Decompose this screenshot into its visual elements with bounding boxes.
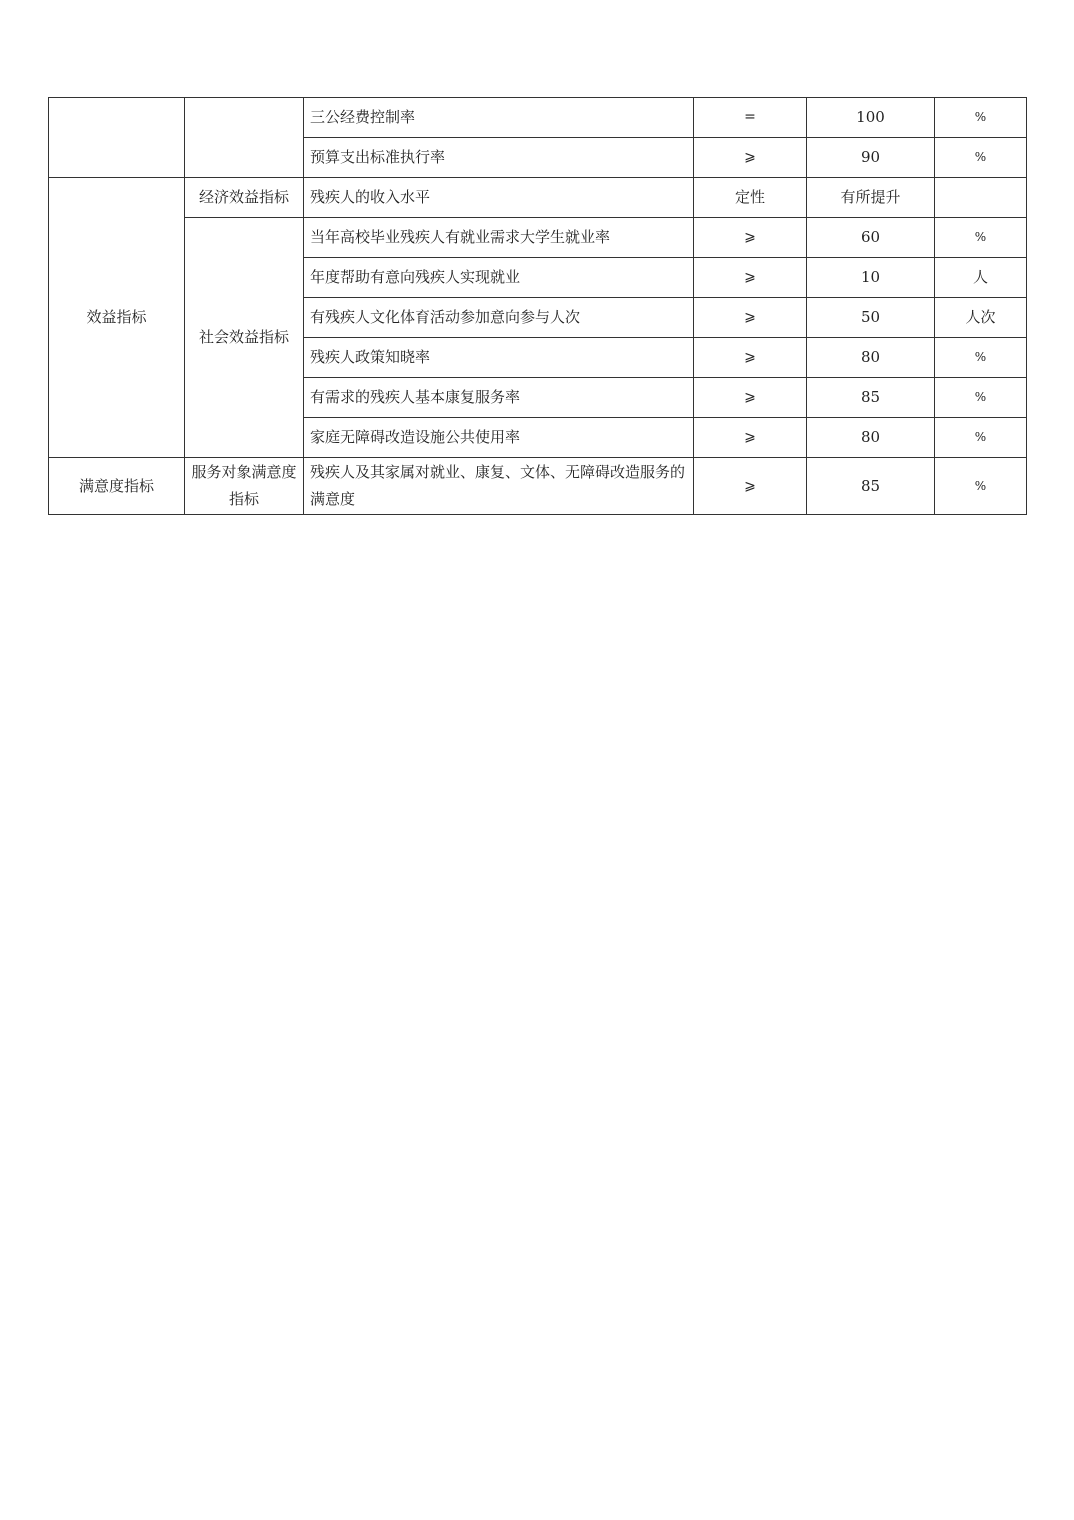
table-row (49, 98, 1027, 138)
level1-benefit: 效益指标 (49, 178, 185, 458)
operator-cell: ⩾ (694, 458, 807, 515)
indicator-name: 残疾人政策知晓率 (304, 338, 694, 378)
level2-service-satisfaction: 服务对象满意度指标 (185, 458, 304, 515)
indicator-name: 当年高校毕业残疾人有就业需求大学生就业率 (304, 218, 694, 258)
operator-cell: ⩾ (694, 418, 807, 458)
indicator-name: 有残疾人文化体育活动参加意向参与人次 (304, 298, 694, 338)
target-value: 80 (807, 418, 935, 458)
target-value: 有所提升 (807, 178, 935, 218)
target-value: 85 (807, 378, 935, 418)
target-value: 90 (807, 138, 935, 178)
level2-cell-empty (185, 98, 304, 178)
target-value: 85 (807, 458, 935, 515)
indicator-name: 年度帮助有意向残疾人实现就业 (304, 258, 694, 298)
performance-indicator-table (48, 97, 1027, 515)
target-value: 60 (807, 218, 935, 258)
operator-cell: ⩾ (694, 258, 807, 298)
indicator-name: 有需求的残疾人基本康复服务率 (304, 378, 694, 418)
indicator-name: 家庭无障碍改造设施公共使用率 (304, 418, 694, 458)
operator-cell: = (694, 98, 807, 138)
operator-cell: ⩾ (694, 338, 807, 378)
unit-cell: % (935, 338, 1027, 378)
target-value: 100 (807, 98, 935, 138)
operator-cell: ⩾ (694, 298, 807, 338)
unit-cell: % (935, 458, 1027, 515)
unit-cell: % (935, 218, 1027, 258)
unit-cell (935, 178, 1027, 218)
indicator-name: 预算支出标准执行率 (304, 138, 694, 178)
target-value: 50 (807, 298, 935, 338)
unit-cell: % (935, 98, 1027, 138)
indicator-name: 残疾人的收入水平 (304, 178, 694, 218)
operator-cell: 定性 (694, 178, 807, 218)
table-row (49, 458, 1027, 515)
level2-social: 社会效益指标 (185, 218, 304, 458)
operator-cell: ⩾ (694, 378, 807, 418)
table-row (49, 218, 1027, 258)
target-value: 10 (807, 258, 935, 298)
operator-cell: ⩾ (694, 138, 807, 178)
indicator-name: 三公经费控制率 (304, 98, 694, 138)
unit-cell: % (935, 138, 1027, 178)
target-value: 80 (807, 338, 935, 378)
indicator-name: 残疾人及其家属对就业、康复、文体、无障碍改造服务的满意度 (304, 458, 694, 515)
unit-cell: % (935, 378, 1027, 418)
operator-cell: ⩾ (694, 218, 807, 258)
unit-cell: 人 (935, 258, 1027, 298)
level1-satisfaction: 满意度指标 (49, 458, 185, 515)
table-row (49, 178, 1027, 218)
unit-cell: % (935, 418, 1027, 458)
level2-economic: 经济效益指标 (185, 178, 304, 218)
level1-cell-empty (49, 98, 185, 178)
unit-cell: 人次 (935, 298, 1027, 338)
